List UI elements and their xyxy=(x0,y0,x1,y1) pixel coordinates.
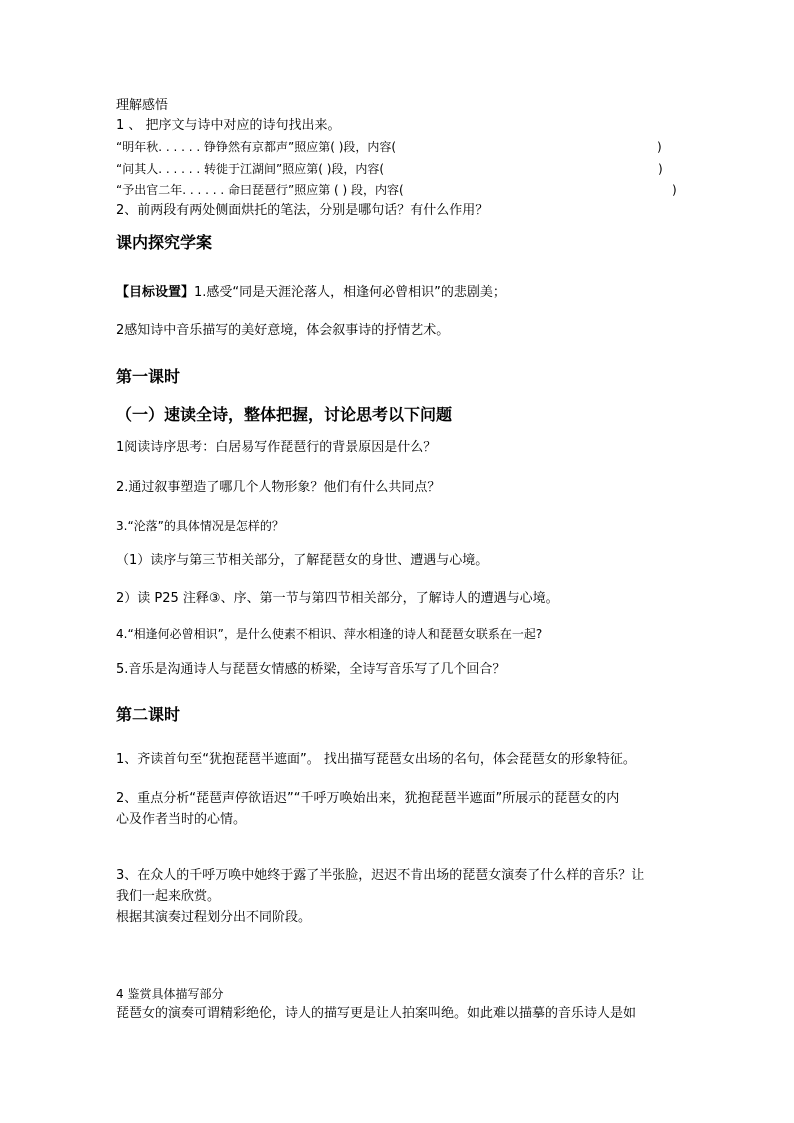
question-2: 2、前两段有两处侧面烘托的笔法，分别是哪句话？有什么作用？ xyxy=(116,203,489,218)
goal-label: 【目标设置】 xyxy=(116,285,195,300)
question-1: 1 、 把序文与诗中对应的诗句找出来。 xyxy=(116,118,341,133)
matching-row-1-close: ) xyxy=(657,140,662,154)
goal-1: 1.感受“同是天涯沦落人，相逢何必曾相识”的悲剧美； xyxy=(194,285,506,300)
lesson1-subtitle: （一）速读全诗，整体把握，讨论思考以下问题 xyxy=(116,405,453,424)
matching-row-1: “明年秋. . . . . . 铮铮然有京都声”照应第( )段，内容( xyxy=(116,140,397,154)
lesson1-title: 第一课时 xyxy=(116,367,181,386)
lesson2-item-1: 1、齐读首句至“犹抱琵琶半遮面”。 找出描写琵琶女出场的名句，体会琵琶女的形象特征。 xyxy=(116,752,636,767)
matching-row-3-close: ) xyxy=(672,183,677,197)
lesson1-item-4: 4.“相逢何必曾相识”，是什么使素不相识、萍水相逢的诗人和琵琶女联系在一起? xyxy=(116,627,543,641)
section-title: 理解感悟 xyxy=(116,98,169,113)
plan-title: 课内探究学案 xyxy=(116,233,213,252)
lesson1-item-3-1: （1）读序与第三节相关部分，了解琵琶女的身世、遭遇与心境。 xyxy=(116,553,489,568)
lesson2-item-4-text: 琵琶女的演奏可谓精彩绝伦，诗人的描写更是让人拍案叫绝。如此难以描摹的音乐诗人是如 xyxy=(116,1006,637,1021)
lesson1-item-5: 5.音乐是沟通诗人与琵琶女情感的桥梁，全诗写音乐写了几个回合？ xyxy=(116,662,506,677)
lesson1-item-2: 2.通过叙事塑造了哪几个人物形象？他们有什么共同点？ xyxy=(116,480,441,495)
lesson2-title: 第二课时 xyxy=(116,705,181,724)
goal-line-1 xyxy=(116,285,506,301)
matching-row-2-close: ) xyxy=(658,162,663,176)
lesson2-item-4-title: 4 鉴赏具体描写部分 xyxy=(116,987,224,1001)
lesson1-item-3-2: 2）读 P25 注释③、序、第一节与第四节相关部分，了解诗人的遭遇与心境。 xyxy=(116,591,559,606)
lesson2-item-3-line-1: 3、在众人的千呼万唤中她终于露了半张脸，迟迟不肯出场的琵琶女演奏了什么样的音乐？让 xyxy=(116,868,645,883)
lesson2-item-3-line-3: 根据其演奏过程划分出不同阶段。 xyxy=(116,910,312,925)
lesson1-item-1: 1阅读诗序思考：白居易写作琵琶行的背景原因是什么？ xyxy=(116,440,437,455)
lesson2-item-3-line-2: 我们一起来欣赏。 xyxy=(116,889,221,904)
goal-2: 2感知诗中音乐描写的美好意境，体会叙事诗的抒情艺术。 xyxy=(116,323,450,338)
matching-row-2: “问其人. . . . . . 转徙于江湖间”照应第( )段，内容( xyxy=(116,162,385,176)
lesson2-item-2-line-1: 2、重点分析“琵琶声停欲语迟”“千呼万唤始出来，犹抱琵琶半遮面”所展示的琵琶女的内 xyxy=(116,791,620,806)
lesson2-item-2-line-2: 心及作者当时的心情。 xyxy=(116,812,247,827)
lesson1-item-3: 3.“沦落”的具体情况是怎样的？ xyxy=(116,519,284,533)
matching-row-3: “予出官二年. . . . . . 命曰琵琶行”照应第 ( ) 段，内容( xyxy=(116,183,404,197)
